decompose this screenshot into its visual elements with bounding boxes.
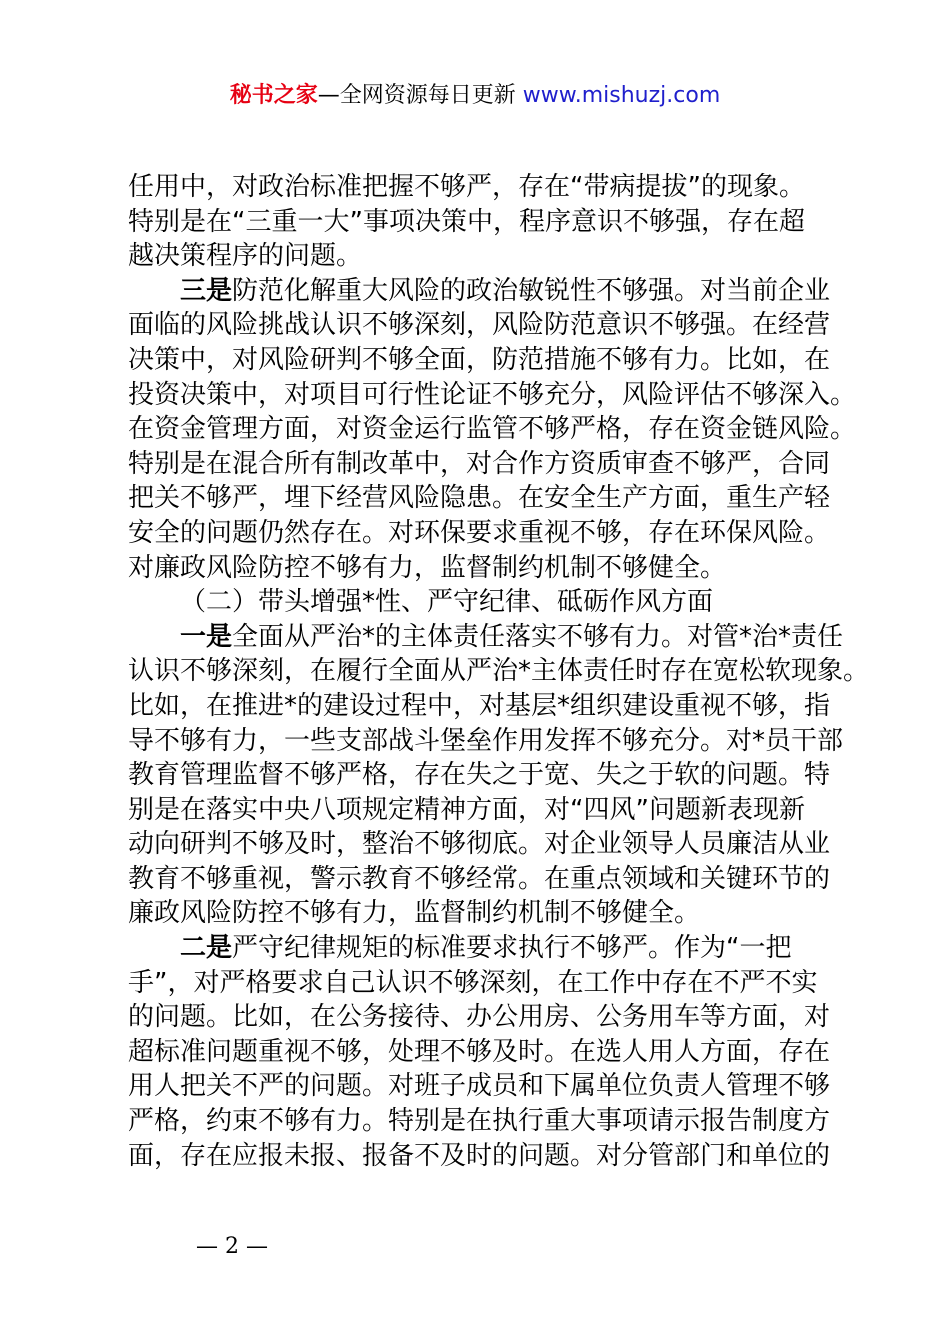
line-text: 越决策程序的问题。 [128,241,363,272]
text-line [128,412,857,447]
line-text: 全面从严治*的主体责任落实不够有力。对管*治*责任 [232,621,844,652]
line-text: 特别是在混合所有制改革中，对合作方资质审查不够严，合同 [128,448,831,479]
text-line [128,378,857,413]
text-line [128,896,838,931]
text-line [128,516,838,551]
line-text: 投资决策中，对项目可行性论证不够充分，风险评估不够深入。 [128,379,857,410]
text-line [128,862,838,897]
line-text: 防范化解重大风险的政治敏锐性不够强。对当前企业 [232,275,831,306]
text-line [128,689,838,724]
text-line [128,654,870,689]
bold-lead-text: 二是 [180,933,233,964]
text-line [128,205,838,240]
line-text: 比如，在推进*的建设过程中，对基层*组织建设重视不够，指 [128,690,831,721]
text-line [128,1139,838,1174]
line-text: 在资金管理方面，对资金运行监管不够严格，存在资金链风险。 [128,414,857,445]
line-text: 超标准问题重视不够，处理不够及时。在选人用人方面，存在 [128,1036,831,1067]
text-line [128,966,838,1001]
text-line [128,620,844,655]
line-text: 严格，约束不够有力。特别是在执行重大事项请示报告制度方 [128,1106,831,1137]
line-text: 动向研判不够及时，整治不够彻底。对企业领导人员廉洁从业 [128,829,831,860]
bold-lead-text: 三是 [180,275,233,306]
text-line [128,1035,838,1070]
text-line [128,724,844,759]
site-url[interactable]: www.mishuzj.com [522,83,721,108]
text-line [128,481,838,516]
text-line [128,343,838,378]
line-text: 教育不够重视，警示教育不够经常。在重点领域和关键环节的 [128,863,831,894]
line-text: 廉政风险防控不够有力，监督制约机制不够健全。 [128,898,701,929]
site-header [0,80,950,112]
document-body [128,170,870,1173]
line-text: 认识不够深刻，在履行全面从严治*主体责任时存在宽松软现象。 [128,656,870,687]
line-text: 用人把关不严的问题。对班子成员和下属单位负责人管理不够 [128,1071,831,1102]
line-text: 面临的风险挑战认识不够深刻，风险防范意识不够强。在经营 [128,310,831,341]
line-text: （二）带头增强*性、严守纪律、砥砺作风方面 [180,587,714,618]
line-text: 教育管理监督不够严格，存在失之于宽、失之于软的问题。特 [128,760,831,791]
text-line [128,239,838,274]
line-text: 面，存在应报未报、报备不及时的问题。对分管部门和单位的 [128,1140,831,1171]
line-text: 决策中，对风险研判不够全面，防范措施不够有力。比如，在 [128,344,831,375]
text-line [128,931,838,966]
line-text: 的问题。比如，在公务接待、办公用房、公务用车等方面，对 [128,1002,831,1033]
text-line [128,551,838,586]
text-line [128,170,838,205]
line-text: 对廉政风险防控不够有力，监督制约机制不够健全。 [128,552,727,583]
line-text: 安全的问题仍然存在。对环保要求重视不够，存在环保风险。 [128,517,831,548]
line-text: 特别是在“三重一大”事项决策中，程序意识不够强，存在超 [128,206,805,237]
text-line [128,1104,838,1139]
text-line [128,308,838,343]
text-line [128,585,838,620]
site-brand: 秘书之家 [229,83,318,108]
line-text: 手”，对严格要求自己认识不够深刻，在工作中存在不严不实 [128,967,818,998]
text-line [128,447,838,482]
line-text: 别是在落实中央八项规定精神方面，对“四风”问题新表现新 [128,794,805,825]
line-text: 任用中，对政治标准把握不够严，存在“带病提拔”的现象。 [128,172,805,202]
site-slogan: —全网资源每日更新 [317,83,523,108]
text-line [128,758,838,793]
text-line [128,1000,838,1035]
bold-lead-text: 一是 [180,621,233,652]
text-line [128,793,838,828]
page-number: — 2 — [196,1234,268,1259]
line-text: 导不够有力，一些支部战斗堡垒作用发挥不够充分。对*员干部 [128,725,844,756]
text-line [128,274,838,309]
line-text: 严守纪律规矩的标准要求执行不够严。作为“一把 [232,933,792,964]
line-text: 把关不够严，埋下经营风险隐患。在安全生产方面，重生产轻 [128,483,831,514]
text-line [128,1069,838,1104]
text-line [128,827,838,862]
